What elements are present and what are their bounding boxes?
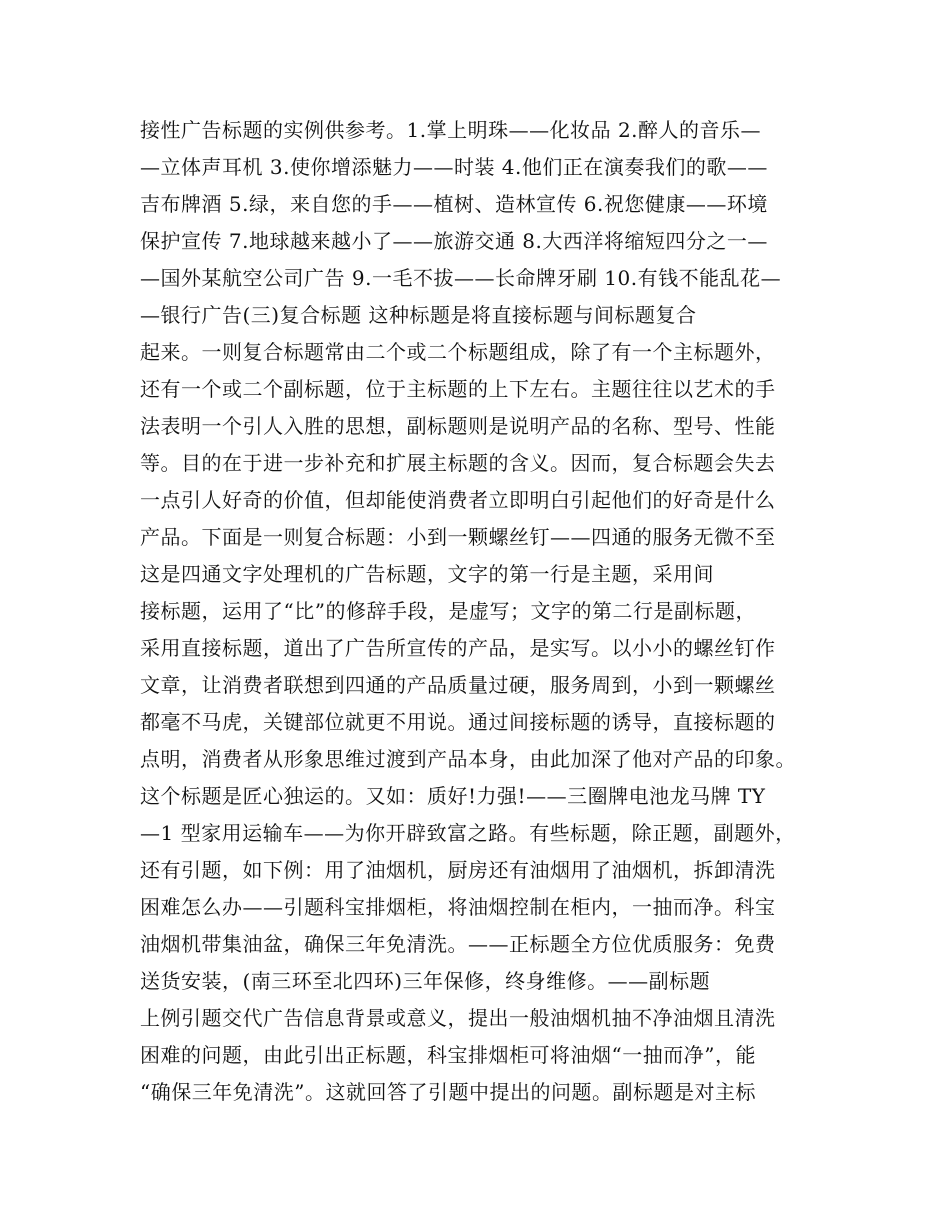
text-line: —国外某航空公司广告 9.一毛不拔——长命牌牙刷 10.有钱不能乱花—	[140, 266, 782, 290]
text-line: 点明，消费者从形象思维过渡到产品本身，由此加深了他对产品的印象。	[140, 747, 796, 771]
text-line: 等。目的在于进一步补充和扩展主标题的含义。因而，复合标题会失去	[140, 451, 776, 475]
text-line: 这是四通文字处理机的广告标题，文字的第一行是主题，采用间	[140, 562, 714, 586]
text-line: 法表明一个引人入胜的思想，副标题则是说明产品的名称、型号、性能	[140, 414, 776, 438]
text-line: 吉布牌酒 5.绿，来自您的手——植树、造林宣传 6.祝您健康——环境	[140, 192, 768, 216]
text-line: 困难的问题，由此引出正标题，科宝排烟柜可将油烟“一抽而净”，能	[140, 1043, 756, 1067]
text-line: 还有引题，如下例：用了油烟机，厨房还有油烟用了油烟机，拆卸清洗	[140, 858, 776, 882]
text-line: 上例引题交代广告信息背景或意义，提出一般油烟机抽不净油烟且清洗	[140, 1006, 776, 1030]
text-line: 产品。下面是一则复合标题：小到一颗螺丝钉——四通的服务无微不至	[140, 525, 776, 549]
text-line: 接标题，运用了“比”的修辞手段，是虚写；文字的第二行是副标题，	[140, 599, 756, 623]
text-line: 接性广告标题的实例供参考。1.掌上明珠——化妆品 2.醉人的音乐—	[140, 118, 762, 142]
text-line: 送货安装，(南三环至北四环)三年保修，终身维修。——副标题	[140, 969, 711, 993]
text-line: —银行广告(三)复合标题 这种标题是将直接标题与间标题复合	[140, 303, 697, 327]
text-line: 还有一个或二个副标题，位于主标题的上下左右。主题往往以艺术的手	[140, 377, 776, 401]
text-line: 起来。一则复合标题常由二个或二个标题组成，除了有一个主标题外，	[140, 340, 776, 364]
text-line: 都毫不马虎，关键部位就更不用说。通过间接标题的诱导，直接标题的	[140, 710, 776, 734]
text-line: 这个标题是匠心独运的。又如：质好!力强!——三圈牌电池龙马牌 TY	[140, 784, 766, 808]
text-line: —立体声耳机 3.使你增添魅力——时装 4.他们正在演奏我们的歌——	[140, 155, 768, 179]
text-line: 油烟机带集油盆，确保三年免清洗。——正标题全方位优质服务：免费	[140, 932, 776, 956]
text-line: 采用直接标题，道出了广告所宣传的产品，是实写。以小小的螺丝钉作	[140, 636, 776, 660]
text-line: 困难怎么办——引题科宝排烟柜，将油烟控制在柜内，一抽而净。科宝	[140, 895, 776, 919]
text-line: 一点引人好奇的价值，但却能使消费者立即明白引起他们的好奇是什么	[140, 488, 776, 512]
text-line: “确保三年免清洗”。这就回答了引题中提出的问题。副标题是对主标	[140, 1080, 756, 1104]
text-line: 文章，让消费者联想到四通的产品质量过硬，服务周到，小到一颗螺丝	[140, 673, 776, 697]
text-line: —1 型家用运输车——为你开辟致富之路。有些标题，除正题，副题外，	[140, 821, 796, 845]
text-line: 保护宣传 7.地球越来越小了——旅游交通 8.大西洋将缩短四分之一—	[140, 229, 768, 253]
